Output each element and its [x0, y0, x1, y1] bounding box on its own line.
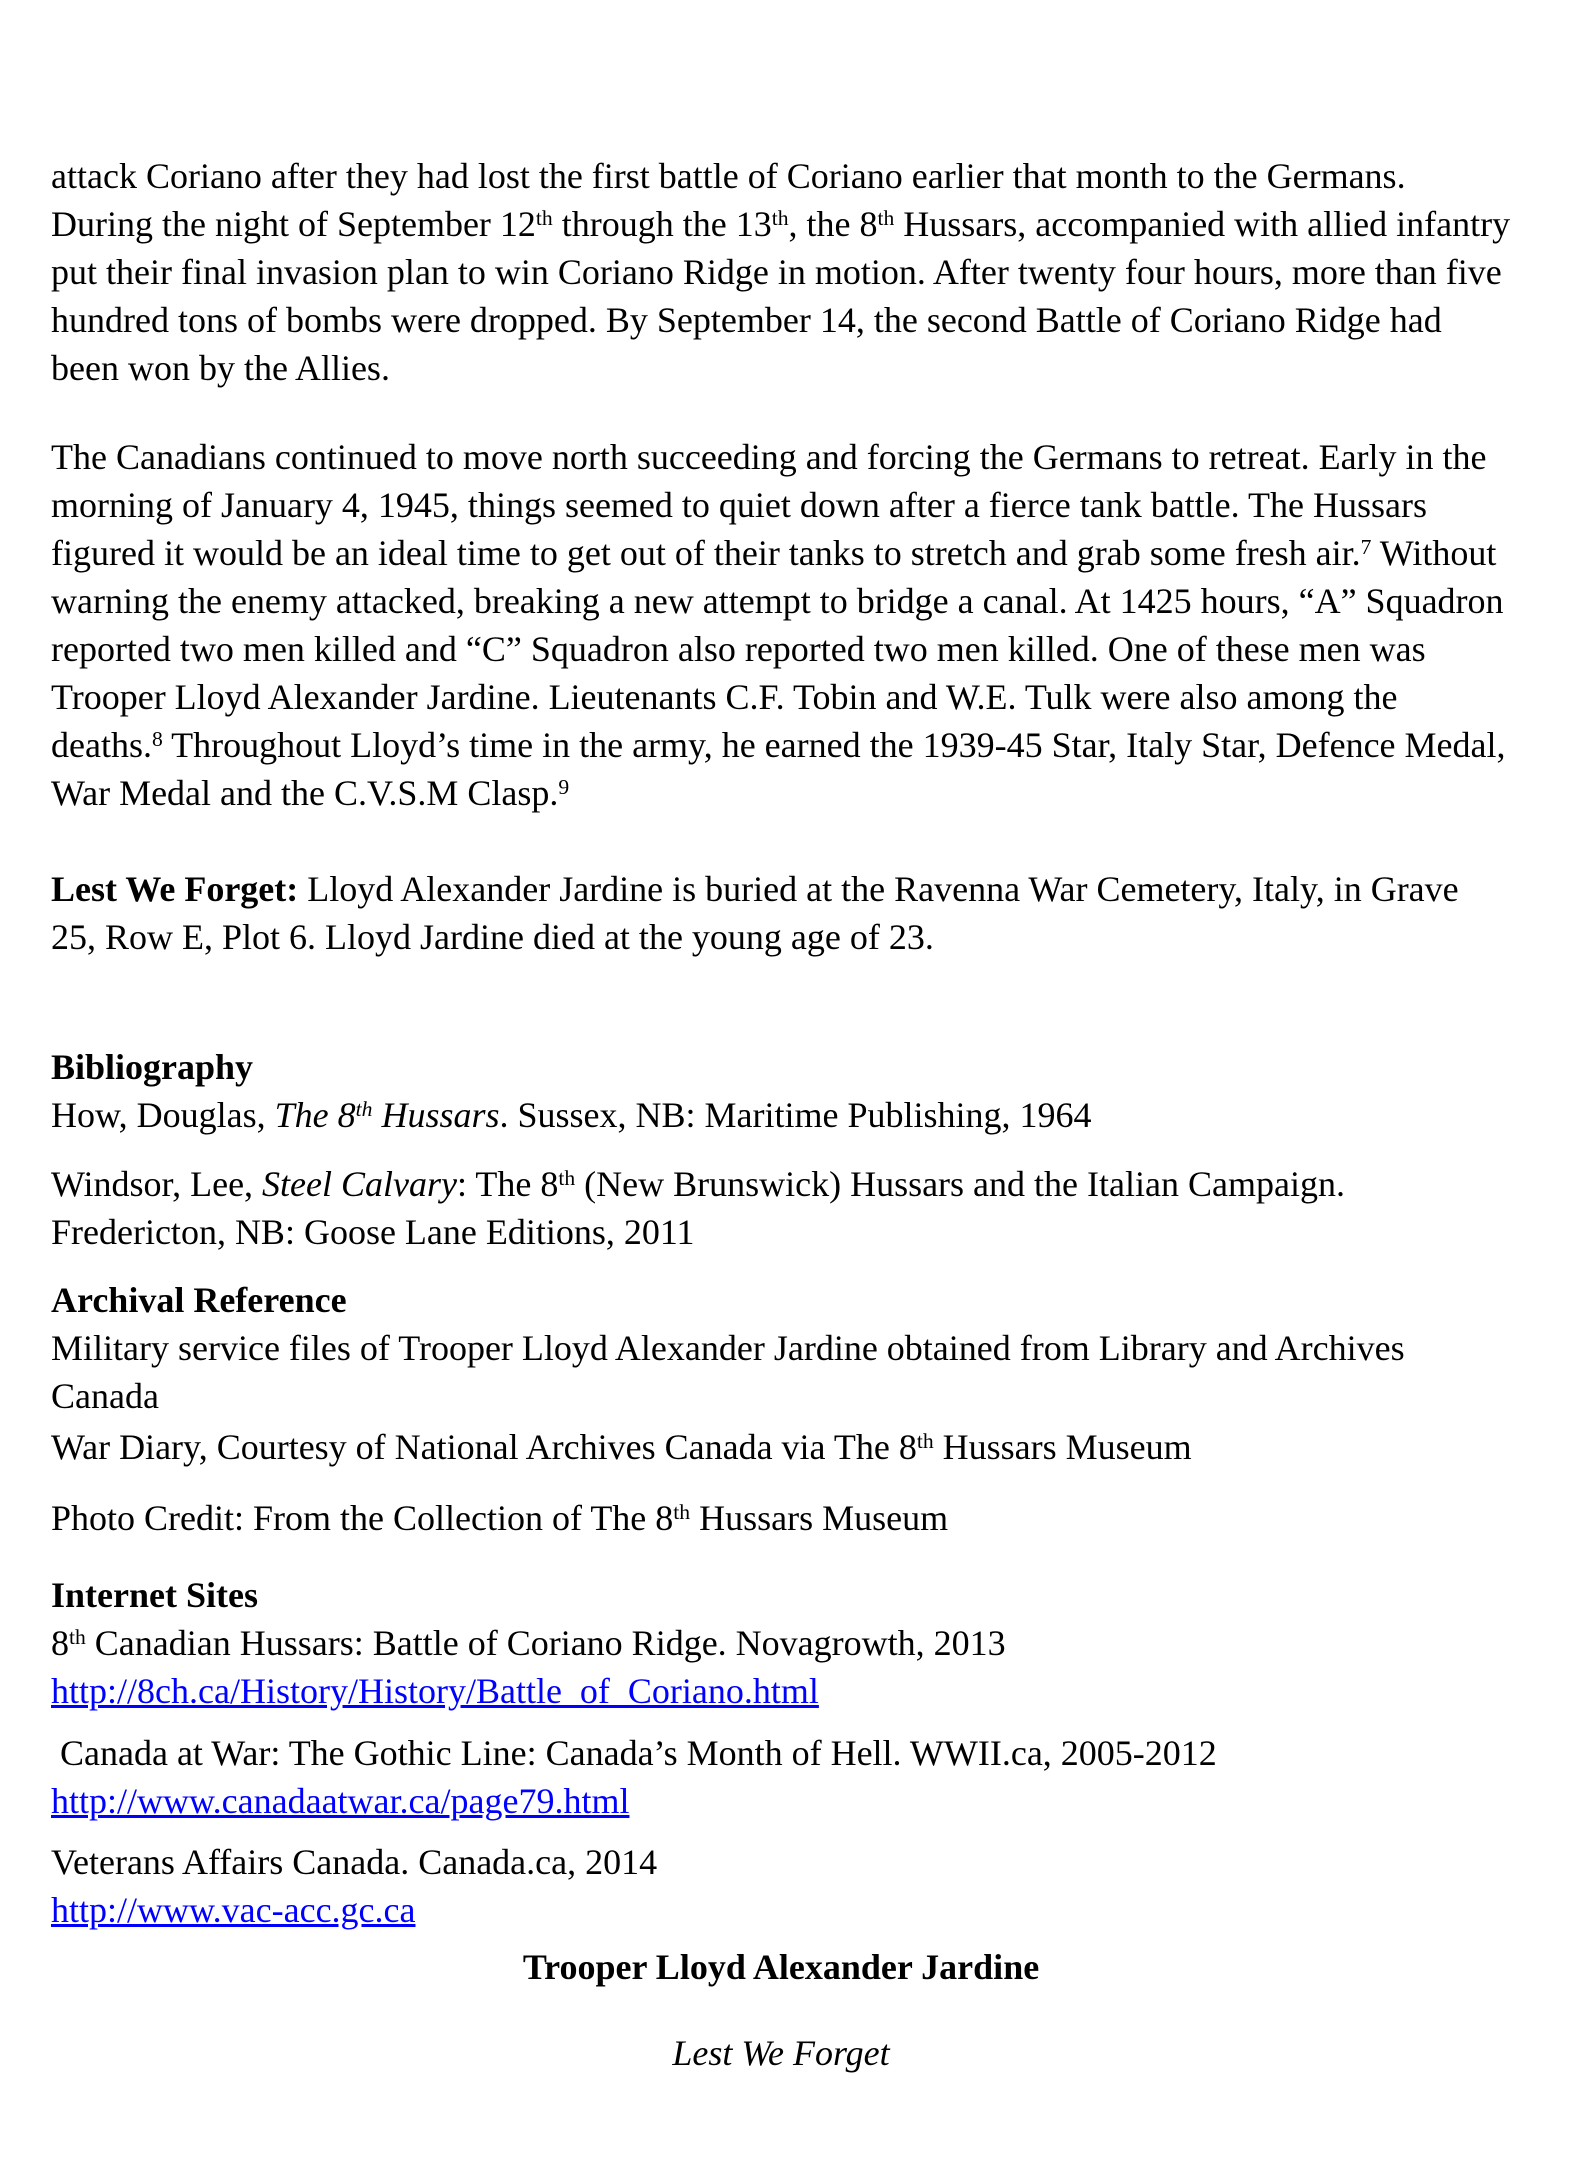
internet-site-title-veterans-affairs: [51, 1838, 1511, 1886]
text-segment: attack Coriano after they had lost the first battle of Coriano earlier that month to the Germans. During the night of September 12: [51, 156, 1415, 244]
text-segment: Lest We Forget:: [51, 869, 299, 909]
text-segment: Without warning the enemy attacked, breaking a new attempt to bridge a canal. At 1425 hours, “A” Squadron reported two men killed and “C” Squadron also reported two men killed. One of these men was Trooper Lloyd Alexander Jardine. Lieutenants C.F. Tobin and W.E. Tulk were also among the deaths.: [51, 533, 1513, 765]
text-segment: (New Brunswick) Hussars and the Italian Campaign. Fredericton, NB: Goose Lane Editions, 2011: [51, 1164, 1354, 1252]
internet-site-title-novagrowth: [51, 1619, 1511, 1667]
superscript-text: th: [535, 206, 553, 231]
link-battle-of-coriano[interactable]: http://8ch.ca/History/History/Battle_of_Coriano.html: [51, 1671, 819, 1711]
bibliography-entry-windsor: [51, 1160, 1511, 1256]
link-canadaatwar-page79[interactable]: http://www.canadaatwar.ca/page79.html: [51, 1781, 630, 1821]
text-segment: Canadian Hussars: Battle of Coriano Ridge. Novagrowth, 2013: [85, 1623, 1006, 1663]
text-segment: Military service files of Trooper Lloyd Alexander Jardine obtained from Library and Archives Canada: [51, 1328, 1414, 1416]
superscript-text: 8: [151, 727, 163, 752]
paragraph-canadians-advance: [51, 433, 1514, 817]
bibliography-entry-how: [51, 1091, 1511, 1139]
bibliography-heading: Bibliography: [51, 1047, 254, 1087]
text-segment: Canada at War: The Gothic Line: Canada’s Month of Hell. WWII.ca, 2005-2012: [51, 1733, 1217, 1773]
text-segment: Hussars Museum: [933, 1427, 1192, 1467]
text-segment: Photo Credit: From the Collection of The 8: [51, 1498, 674, 1538]
superscript-text: th: [771, 206, 789, 231]
text-segment: Lloyd Alexander Jardine is buried at the Ravenna War Cemetery, Italy, in Grave 25, Row E, Plot 6. Lloyd Jardine died at the young age of 23.: [51, 869, 1468, 957]
text-segment: Throughout Lloyd’s time in the army, he earned the 1939-45 Star, Italy Star, Defence Medal, War Medal and the C.V.S.M Clasp.: [51, 725, 1514, 813]
text-segment: War Diary, Courtesy of National Archives Canada via The 8: [51, 1427, 917, 1467]
text-segment: Hussars: [372, 1095, 500, 1135]
superscript-text: th: [916, 1429, 934, 1454]
archival-entry-photo-credit: [51, 1494, 1511, 1542]
footer-subtitle: Lest We Forget: [672, 2033, 890, 2073]
archival-reference-heading: Archival Reference: [51, 1280, 347, 1320]
text-segment: The 8: [274, 1095, 356, 1135]
footer-title: Trooper Lloyd Alexander Jardine: [522, 1947, 1040, 1987]
superscript-text: 7: [1360, 535, 1372, 560]
text-segment: Hussars Museum: [690, 1498, 949, 1538]
superscript-text: th: [673, 1500, 691, 1525]
superscript-text: th: [877, 206, 895, 231]
superscript-text: th: [355, 1097, 373, 1122]
text-segment: . Sussex, NB: Maritime Publishing, 1964: [499, 1095, 1092, 1135]
text-segment: : The 8: [457, 1164, 559, 1204]
text-segment: through the 13: [552, 204, 772, 244]
archival-entry-war-diary: [51, 1423, 1511, 1471]
internet-site-link-line: [51, 1886, 1511, 1934]
text-segment: How, Douglas,: [51, 1095, 275, 1135]
internet-sites-heading: Internet Sites: [51, 1575, 258, 1615]
text-segment: Hussars, accompanied with allied infantry put their final invasion plan to win Coriano Ridge in motion. After twenty four hours, more than five hundred tons of bombs were dropped. By September 14, the second Battle of Coriano Ridge had been won by the Allies.: [51, 204, 1520, 388]
link-vac-acc[interactable]: http://www.vac-acc.gc.ca: [51, 1890, 416, 1930]
superscript-text: 9: [558, 775, 570, 800]
text-segment: Windsor, Lee,: [51, 1164, 263, 1204]
superscript-text: th: [69, 1625, 86, 1650]
internet-site-link-line: [51, 1777, 1511, 1825]
text-segment: 8: [51, 1623, 69, 1663]
paragraph-lest-we-forget: [51, 865, 1511, 961]
text-segment: , the 8: [788, 204, 878, 244]
text-segment: Veterans Affairs Canada. Canada.ca, 2014: [51, 1842, 658, 1882]
text-segment: Steel Calvary: [262, 1164, 457, 1204]
superscript-text: th: [558, 1166, 576, 1191]
archival-entry-service-files: [51, 1324, 1511, 1420]
paragraph-coriano-battle: [51, 152, 1520, 392]
internet-site-link-line: [51, 1667, 1511, 1715]
internet-site-title-canada-at-war: [51, 1729, 1511, 1777]
text-segment: The Canadians continued to move north succeeding and forcing the Germans to retreat. Early in the morning of January 4, 1945, things seemed to quiet down after a fierce tank battle. The Hussars figured it would be an ideal time to get out of their tanks to stretch and grab some fresh air.: [51, 437, 1496, 573]
